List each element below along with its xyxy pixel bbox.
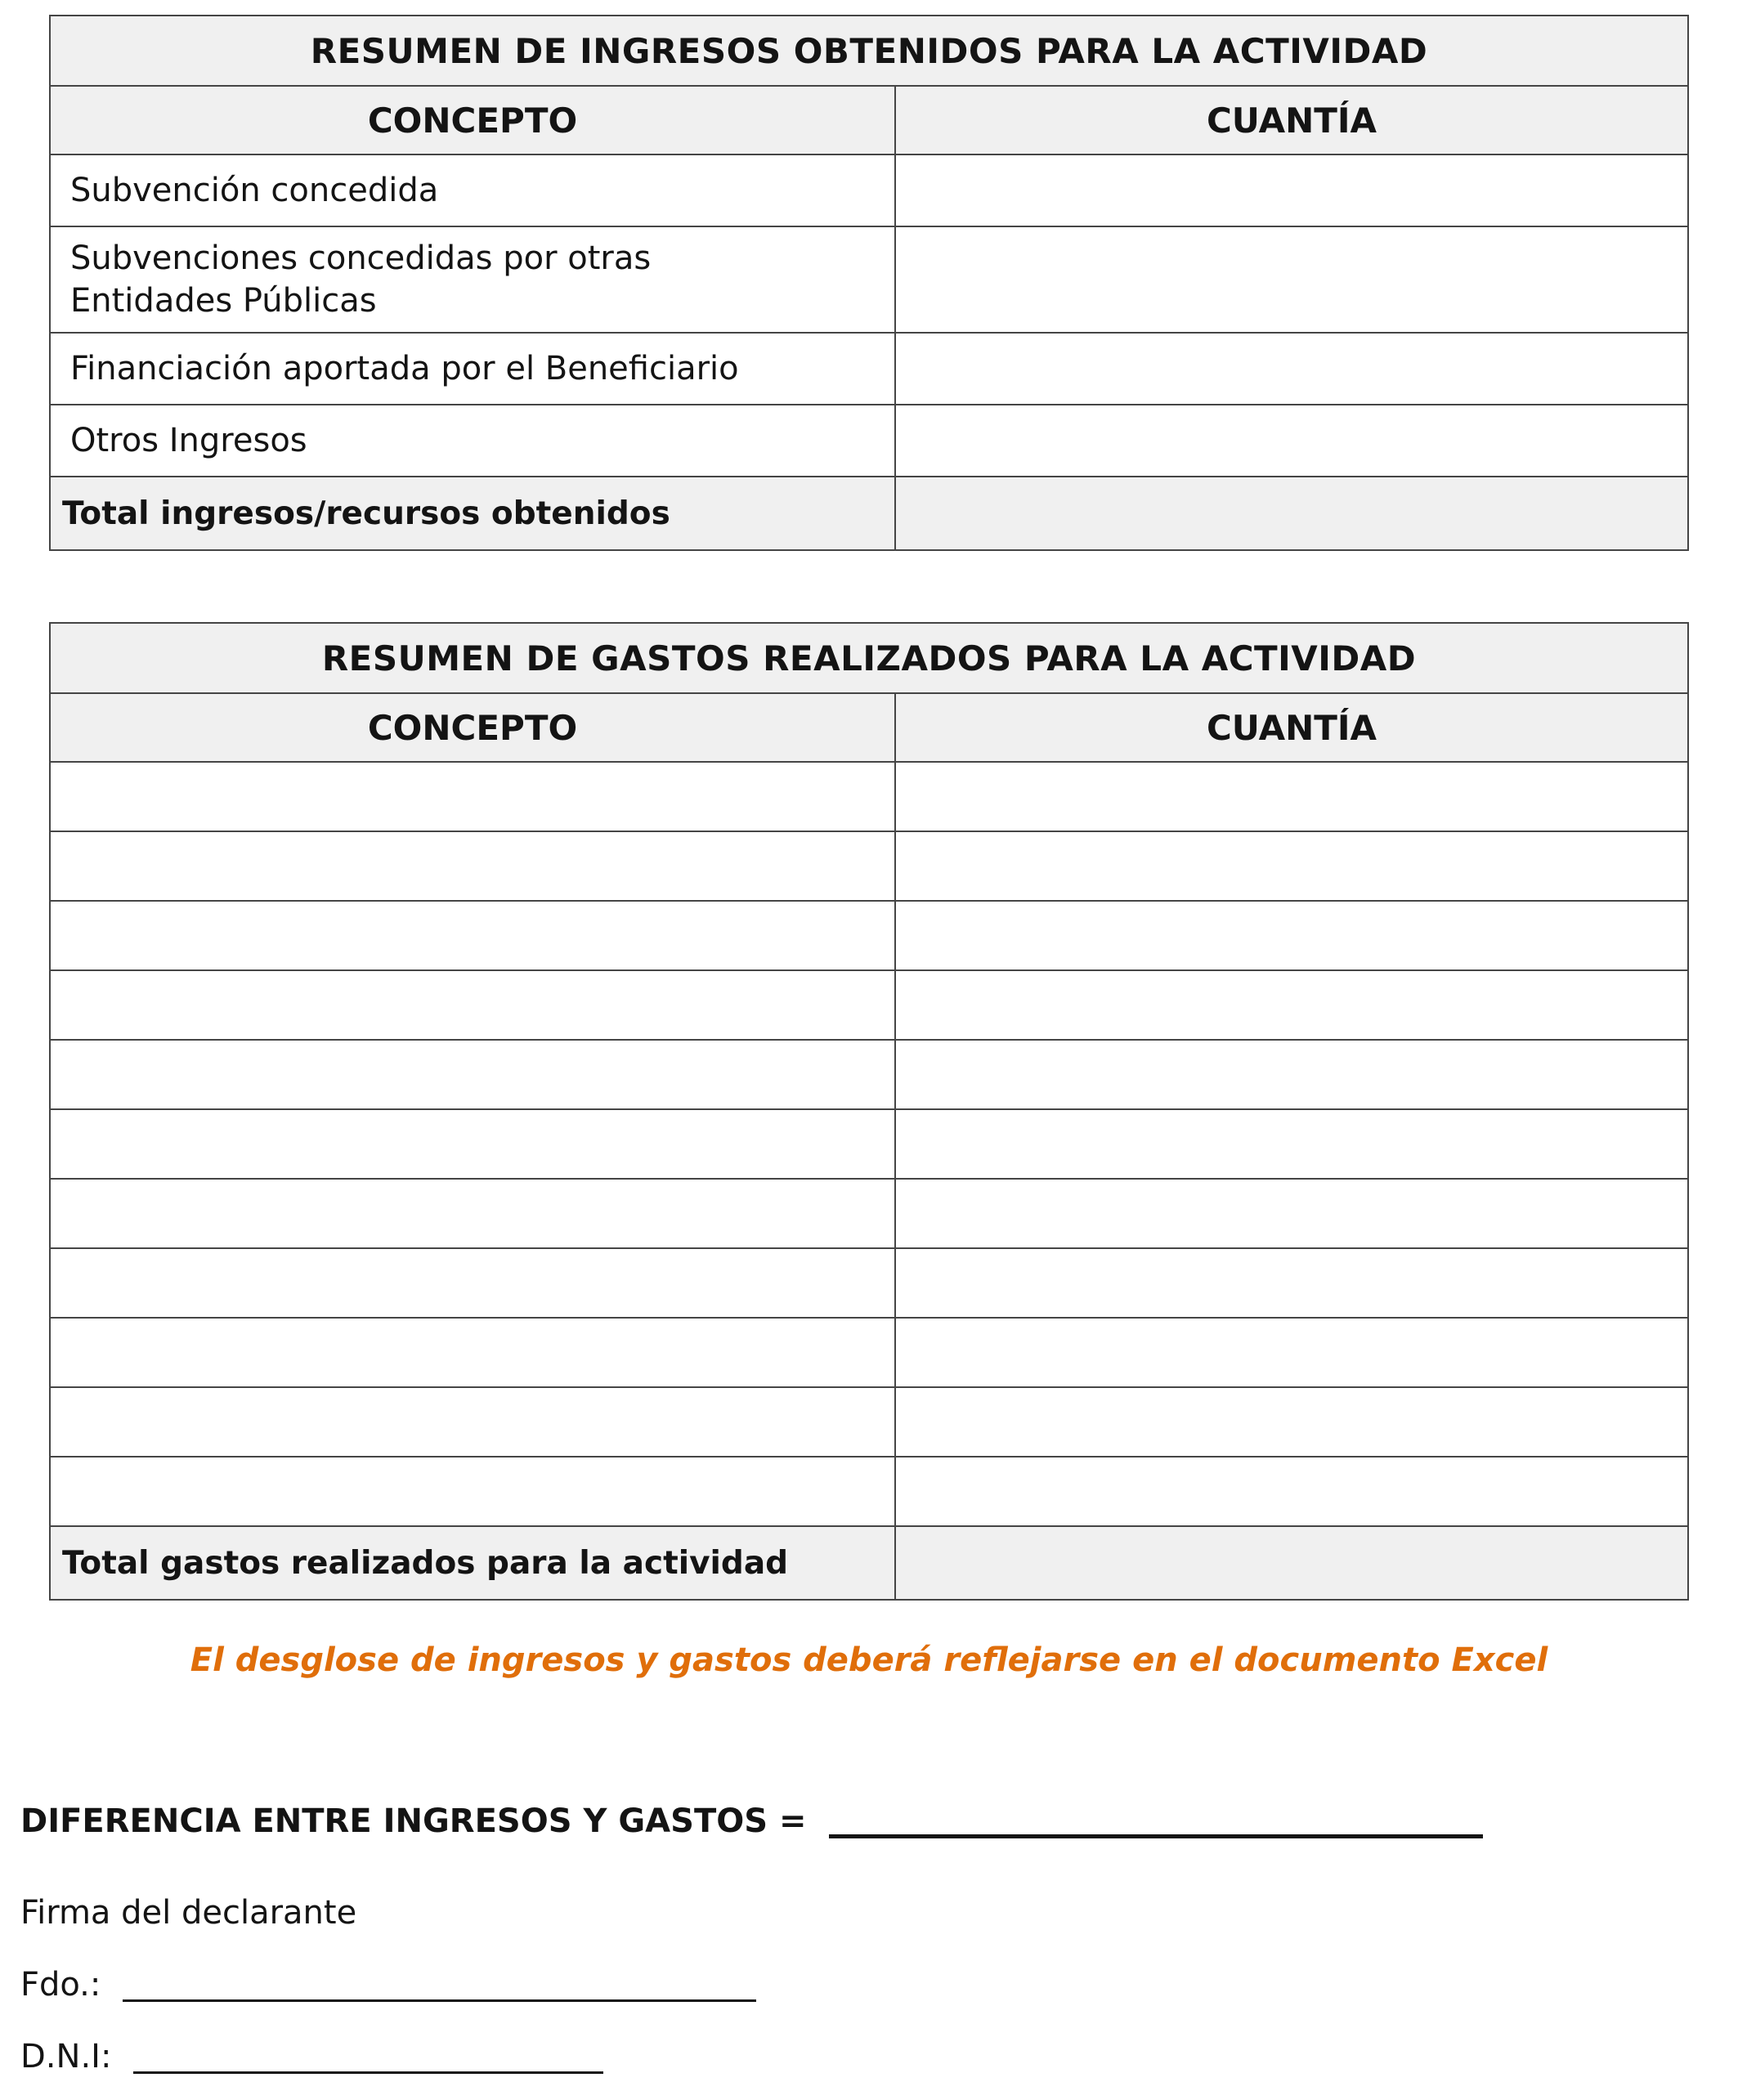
income-concept-otras-entidades: [50, 226, 895, 333]
dni-fill-line: [133, 2039, 603, 2074]
income-amount-otros-ingresos: [895, 405, 1688, 477]
expense-empty-row: [50, 1040, 1688, 1109]
income-concept-otras-entidades-text: Subvenciones concedidas por otras Entidades Públicas: [70, 240, 652, 320]
table-gap: [49, 551, 1689, 622]
income-concept-financiacion: Financiación aportada por el Beneficiario: [50, 333, 895, 405]
expense-table-header-row: [50, 693, 1688, 762]
income-table-title: RESUMEN DE INGRESOS OBTENIDOS PARA LA ACTIVIDAD: [50, 16, 1688, 86]
expense-empty-amount-cell: [895, 1040, 1688, 1109]
expense-empty-row: [50, 1387, 1688, 1457]
expense-empty-concept-cell: [50, 1179, 895, 1248]
income-row-otros-ingresos: [50, 405, 1688, 477]
expense-empty-concept-cell: [50, 1109, 895, 1179]
expense-table-title-row: [50, 623, 1688, 693]
expense-total-amount: [895, 1526, 1688, 1600]
expense-empty-amount-cell: [895, 762, 1688, 831]
income-total-amount: [895, 477, 1688, 550]
expense-total-label: Total gastos realizados para la actividad: [50, 1526, 895, 1600]
difference-fill-line: [829, 1802, 1483, 1838]
income-table-title-row: [50, 16, 1688, 86]
expense-empty-amount-cell: [895, 1387, 1688, 1457]
expense-total-row: [50, 1526, 1688, 1600]
expense-empty-concept-cell: [50, 1248, 895, 1318]
expense-empty-amount-cell: [895, 1179, 1688, 1248]
income-table-header-row: [50, 86, 1688, 154]
income-header-cuantia: CUANTÍA: [895, 86, 1688, 154]
income-amount-financiacion: [895, 333, 1688, 405]
excel-note: El desglose de ingresos y gastos deberá reflejarse en el documento Excel: [190, 1641, 1548, 1679]
expense-empty-concept-cell: [50, 1318, 895, 1387]
expense-empty-row: [50, 1318, 1688, 1387]
difference-label: DIFERENCIA ENTRE INGRESOS Y GASTOS =: [20, 1802, 807, 1840]
expense-empty-row: [50, 1457, 1688, 1526]
income-amount-subvencion: [895, 154, 1688, 226]
income-row-financiacion: [50, 333, 1688, 405]
expense-empty-amount-cell: [895, 970, 1688, 1040]
income-amount-otras-entidades: [895, 226, 1688, 333]
expense-table-title: RESUMEN DE GASTOS REALIZADOS PARA LA ACTIVIDAD: [50, 623, 1688, 693]
tables-area: [0, 15, 1738, 1679]
difference-row: [20, 1802, 1718, 1840]
expense-empty-concept-cell: [50, 970, 895, 1040]
signer-caption: Firma del declarante: [20, 1894, 357, 1932]
expense-empty-row: [50, 762, 1688, 831]
income-row-otras-entidades: [50, 226, 1688, 333]
expense-empty-amount-cell: [895, 901, 1688, 970]
expense-empty-concept-cell: [50, 901, 895, 970]
expense-empty-row: [50, 1248, 1688, 1318]
expense-empty-concept-cell: [50, 1040, 895, 1109]
income-header-concepto: CONCEPTO: [50, 86, 895, 154]
fdo-fill-line: [123, 1967, 756, 2002]
income-total-label: Total ingresos/recursos obtenidos: [50, 477, 895, 550]
expense-empty-row: [50, 831, 1688, 901]
expense-empty-concept-cell: [50, 831, 895, 901]
expense-empty-row: [50, 901, 1688, 970]
expense-empty-rows: [50, 762, 1688, 1526]
expense-empty-concept-cell: [50, 1457, 895, 1526]
expense-empty-row: [50, 1179, 1688, 1248]
fdo-label: Fdo.:: [20, 1966, 101, 2004]
expense-empty-concept-cell: [50, 762, 895, 831]
income-table: [49, 15, 1689, 551]
dni-label: D.N.I:: [20, 2038, 112, 2075]
expense-empty-row: [50, 1109, 1688, 1179]
income-concept-subvencion: Subvención concedida: [50, 154, 895, 226]
income-total-row: [50, 477, 1688, 550]
expense-empty-concept-cell: [50, 1387, 895, 1457]
expense-header-cuantia: CUANTÍA: [895, 693, 1688, 762]
expense-header-concepto: CONCEPTO: [50, 693, 895, 762]
bottom-area: [0, 1802, 1738, 2075]
income-row-subvencion: [50, 154, 1688, 226]
expense-empty-amount-cell: [895, 1109, 1688, 1179]
expense-empty-amount-cell: [895, 1457, 1688, 1526]
expense-empty-amount-cell: [895, 1248, 1688, 1318]
dni-row: [20, 2038, 1718, 2075]
expense-table: [49, 622, 1689, 1601]
expense-empty-row: [50, 970, 1688, 1040]
expense-empty-amount-cell: [895, 1318, 1688, 1387]
fdo-row: [20, 1966, 1718, 2004]
income-concept-otros-ingresos: Otros Ingresos: [50, 405, 895, 477]
expense-empty-amount-cell: [895, 831, 1688, 901]
